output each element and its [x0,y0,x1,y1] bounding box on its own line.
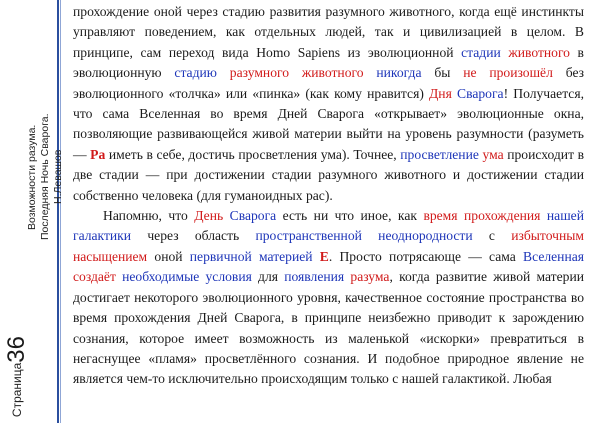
paragraph-1 [73,2,584,206]
running-title [26,92,65,262]
text-run: без эволюционного «толчка» или «пинка» (как кому нравится) [73,65,585,101]
text-run: бы [421,65,464,81]
paragraph-2 [73,206,584,390]
running-title-line2: Последняя Ночь Сварога. Н.Левашов [39,113,64,241]
text-run: , когда развитие живой материи достигает некоторого эволюционного уровня, качественное состояние пространства во время прохождения Дней Сварога, в принципе неизбежно приводит к зарождению сознания, которое имеет возможность из маленькой «искорки» превратиться в негаснущее «пламя» просветлённого сознания. И подобное природное явление не является чем-то исключительно происходящим только с нашей галактикой. Любая [73,269,584,387]
highlight-red: произошёл [489,65,553,81]
highlight-red: разумного [229,65,290,81]
highlight-blue: появления [284,269,345,285]
text-run: через область [131,228,256,244]
highlight-blue: Сварога [457,85,504,101]
highlight-blue: просветление [400,146,479,162]
highlight-red: избыточным [511,228,584,244]
highlight-blue: нашей [546,208,584,224]
highlight-blue: неоднородности [378,228,473,244]
highlight-red: не [463,65,477,81]
highlight-blue: необходимые [122,269,200,285]
text-run: прохождение оной через стадию развития разумного животного, когда ещё инстинкты управляют поведением, как отдельных людей, так и цивилизацией в целом. В принципе, сам переход вида Homo Sapiens из эволюционной [73,4,584,60]
page-number-label [3,335,30,417]
highlight-red: животного [301,65,364,81]
highlight-red: насыщением [73,248,148,264]
text-run: происходит в две стадии — при достижении стадии разумного животного и достижении стадии собственно человека (для гуманоидных рас). [73,146,585,203]
highlight-red-bold: Ра [90,146,106,162]
highlight-blue: условия [205,269,252,285]
running-title-line1: Возможности разума. [26,124,38,230]
highlight-red: День [194,208,224,224]
text-run: . Просто потрясающе — сама [328,248,524,264]
highlight-red: время [423,208,458,224]
highlight-blue: пространственной [255,228,362,244]
highlight-red: разума [350,269,390,285]
page-prefix: Страница [10,362,24,417]
highlight-blue: галактики [73,228,132,244]
highlight-blue: материей [259,248,313,264]
highlight-red: прохождения [464,208,541,224]
highlight-blue: стадии [461,44,501,60]
text-run: с [472,228,512,244]
highlight-blue: никогда [376,65,422,81]
text-run: оной [147,248,190,264]
highlight-red: животного [508,44,570,60]
highlight-red-bold: E [319,248,329,264]
highlight-blue: Вселенная [523,248,584,264]
highlight-blue: первичной [189,248,252,264]
highlight-red: создаёт [73,269,116,285]
highlight-blue: стадию [174,65,217,81]
text-run: в эволюционную [73,44,584,81]
text-run: ! Получается, что сама Вселенная во время Дней Сварога «открывает» эволюционные окна, позволяющие развивающейся живой материи выйти на уровень разумности (разуметь — [73,85,584,162]
highlight-red: ума [482,146,504,162]
main-text [73,2,584,390]
highlight-red: Дня [429,85,452,101]
highlight-blue: Сварога [229,208,277,224]
text-run: есть ни что иное, как [276,208,424,224]
text-run: Напомню, что [103,208,195,224]
page-number: 36 [3,335,30,363]
text-run: иметь в себе, достичь просветления ума). Точнее, [105,146,401,162]
text-run: для [251,269,285,285]
